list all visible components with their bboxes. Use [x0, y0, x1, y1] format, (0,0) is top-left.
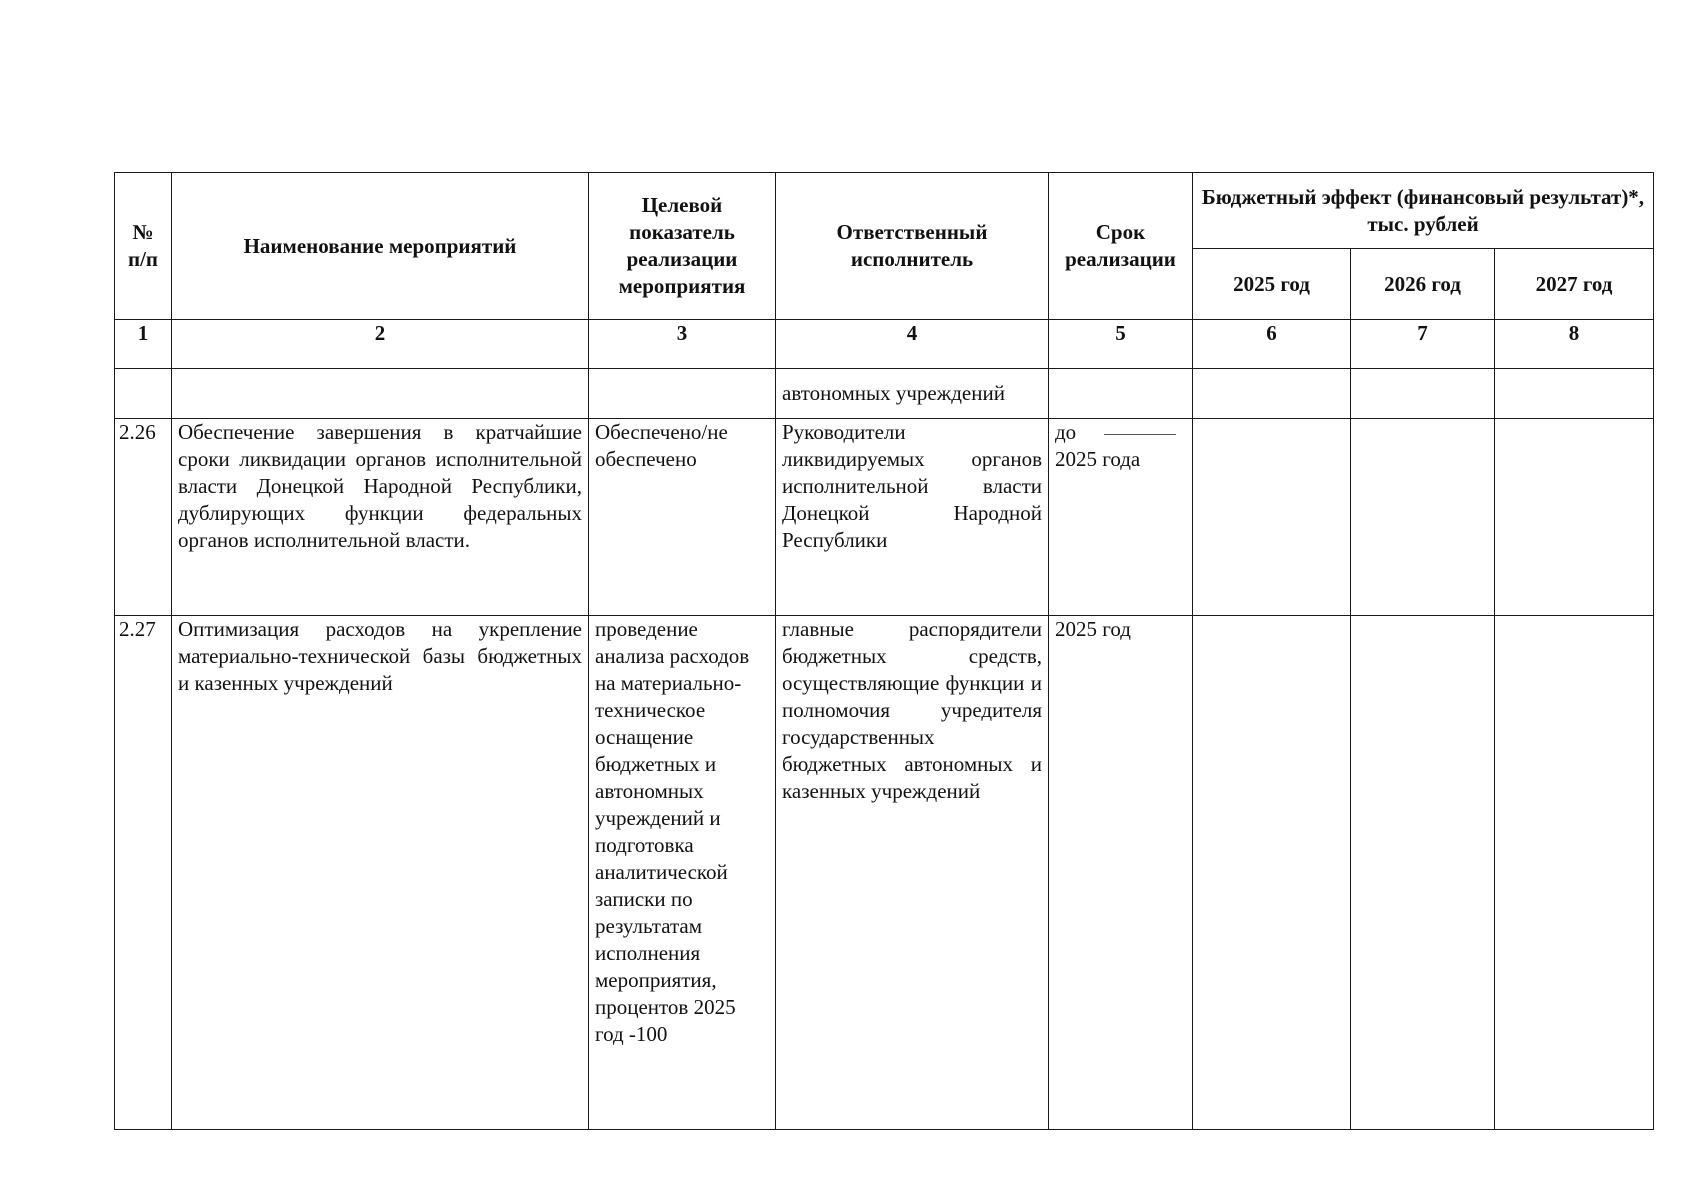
continuation-responsible: автономных учреждений: [776, 369, 1049, 419]
column-number: 1: [115, 320, 172, 369]
header-deadline: Срок реализации: [1049, 173, 1193, 320]
header-year-2027: 2027 год: [1495, 249, 1654, 320]
column-number: 4: [776, 320, 1049, 369]
table-cell: [1351, 369, 1495, 419]
column-number: 6: [1193, 320, 1351, 369]
header-num: № п/п: [115, 173, 172, 320]
row-year-2027: [1495, 419, 1654, 616]
header-budget-effect: Бюджетный эффект (финансовый результат)*, тыс. рублей: [1193, 173, 1654, 249]
row-year-2026: [1351, 616, 1495, 1130]
header-year-2025: 2025 год: [1193, 249, 1351, 320]
row-num: 2.27: [115, 616, 172, 1130]
column-number: 5: [1049, 320, 1193, 369]
column-number: 8: [1495, 320, 1654, 369]
table-cell: [1049, 369, 1193, 419]
row-deadline: 2025 год: [1049, 616, 1193, 1130]
row-name: Обеспечение завершения в кратчайшие сроки ликвидации органов исполнительной власти Донецкой Народной Республики, дублирующих функции федеральных органов исполнительной власти.: [172, 419, 589, 616]
row-year-2025: [1193, 616, 1351, 1130]
table-cell: [589, 369, 776, 419]
row-num: 2.26: [115, 419, 172, 616]
row-year-2027: [1495, 616, 1654, 1130]
row-target: проведение анализа расходов на материально-техническое оснащение бюджетных и автономных учреждений и подготовка аналитической записки по результатам исполнения мероприятия, процентов 2025 год -100: [589, 616, 776, 1130]
column-number: 7: [1351, 320, 1495, 369]
row-deadline: [1049, 419, 1193, 616]
row-name: Оптимизация расходов на укрепление материально-технической базы бюджетных и казенных учреждений: [172, 616, 589, 1130]
row-target: Обеспечено/не обеспечено: [589, 419, 776, 616]
measures-table: [114, 172, 1654, 1130]
table-cell: [1193, 369, 1351, 419]
header-year-2026: 2026 год: [1351, 249, 1495, 320]
column-number: 2: [172, 320, 589, 369]
column-number-row: [115, 320, 1654, 369]
header-name: Наименование мероприятий: [172, 173, 589, 320]
table-cell: [1495, 369, 1654, 419]
deadline-prefix: до: [1055, 420, 1077, 444]
table-row: [115, 616, 1654, 1130]
deadline-value: 2025 года: [1055, 447, 1141, 471]
row-year-2026: [1351, 419, 1495, 616]
row-responsible: Руководители ликвидируемых органов исполнительной власти Донецкой Народной Республики: [776, 419, 1049, 616]
table-row: [115, 419, 1654, 616]
row-year-2025: [1193, 419, 1351, 616]
deadline-blank-line: [1104, 434, 1176, 435]
continuation-row: [115, 369, 1654, 419]
header-target: Целевой показатель реализации мероприятия: [589, 173, 776, 320]
header-responsible: Ответственный исполнитель: [776, 173, 1049, 320]
table-cell: [172, 369, 589, 419]
row-responsible: главные распорядители бюджетных средств, осуществляющие функции и полномочия учредителя государственных бюджетных автономных и казенных учреждений: [776, 616, 1049, 1130]
table-cell: [115, 369, 172, 419]
column-number: 3: [589, 320, 776, 369]
